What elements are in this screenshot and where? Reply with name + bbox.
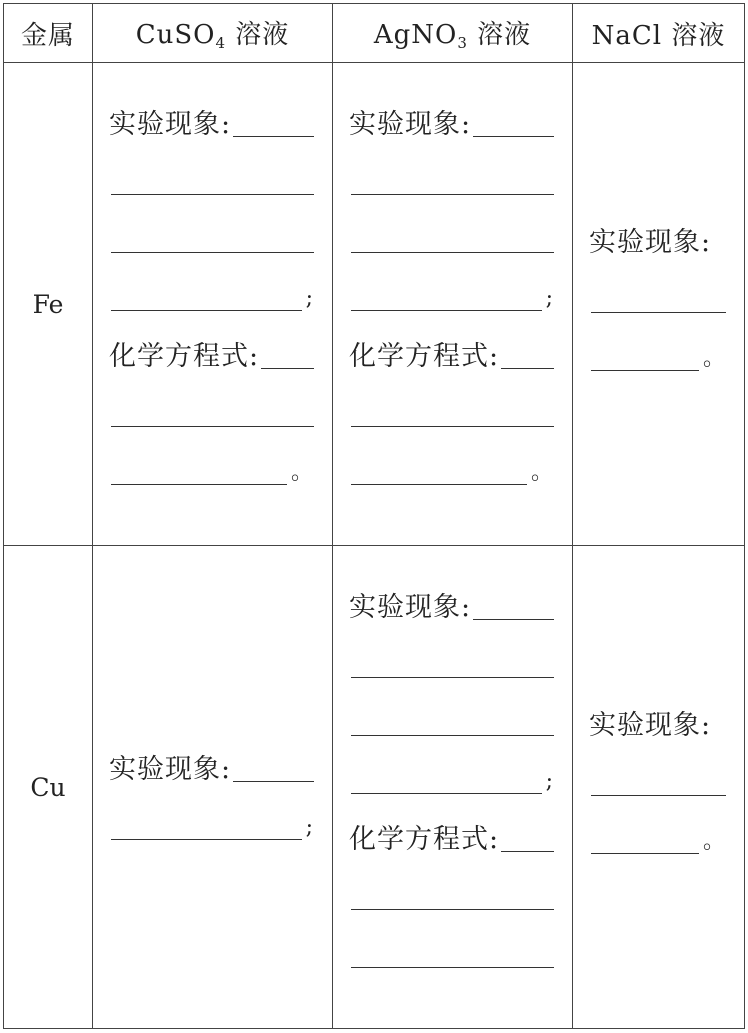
header-agno3: AgNO$_3$ 溶液 xyxy=(333,4,573,63)
cu-agno3-cell xyxy=(333,546,573,1029)
header-cuso4: CuSO$_4$ 溶液 xyxy=(93,4,333,63)
answer-line[interactable] xyxy=(109,377,314,435)
answer-line[interactable] xyxy=(349,860,554,918)
answer-line[interactable]: 实验现象: xyxy=(589,710,712,741)
answer-line[interactable]: 。 xyxy=(349,435,554,493)
answer-line[interactable]: 化学方程式: xyxy=(349,319,554,377)
answer-line[interactable] xyxy=(349,203,554,261)
header-row xyxy=(4,4,745,63)
answer-line[interactable] xyxy=(349,918,554,976)
answer-line[interactable]: 实验现象: xyxy=(349,101,554,145)
metal-fe: Fe xyxy=(4,63,93,546)
answer-line[interactable] xyxy=(589,746,726,804)
row-cu xyxy=(4,546,745,1029)
answer-line[interactable]: 。 xyxy=(589,804,726,862)
answer-line[interactable] xyxy=(589,263,726,321)
answer-line[interactable]: 化学方程式: xyxy=(109,319,314,377)
answer-line[interactable] xyxy=(109,203,314,261)
answer-line[interactable]: 实验现象: xyxy=(109,746,314,790)
answer-line[interactable]: ; xyxy=(109,261,314,319)
answer-line[interactable]: 实验现象: xyxy=(109,101,314,145)
reaction-table xyxy=(3,3,745,1029)
answer-line[interactable]: 。 xyxy=(109,435,314,493)
answer-line[interactable] xyxy=(349,377,554,435)
fe-cuso4-cell xyxy=(93,63,333,546)
fe-agno3-cell xyxy=(333,63,573,546)
metal-cu: Cu xyxy=(4,546,93,1029)
answer-line[interactable] xyxy=(349,628,554,686)
answer-line[interactable]: ; xyxy=(109,790,314,848)
answer-line[interactable] xyxy=(109,145,314,203)
cu-cuso4-cell xyxy=(93,546,333,1029)
answer-line[interactable] xyxy=(349,686,554,744)
answer-line[interactable]: 实验现象: xyxy=(349,584,554,628)
answer-line[interactable] xyxy=(349,145,554,203)
answer-line[interactable]: ; xyxy=(349,261,554,319)
header-nacl: NaCl 溶液 xyxy=(573,4,745,63)
header-metal: 金属 xyxy=(4,4,93,63)
answer-line[interactable]: 实验现象: xyxy=(589,227,712,258)
answer-line[interactable]: ; xyxy=(349,744,554,802)
row-fe xyxy=(4,63,745,546)
fe-nacl-cell xyxy=(573,63,745,546)
answer-line[interactable]: 。 xyxy=(589,321,726,379)
cu-nacl-cell xyxy=(573,546,745,1029)
answer-line[interactable]: 化学方程式: xyxy=(349,802,554,860)
